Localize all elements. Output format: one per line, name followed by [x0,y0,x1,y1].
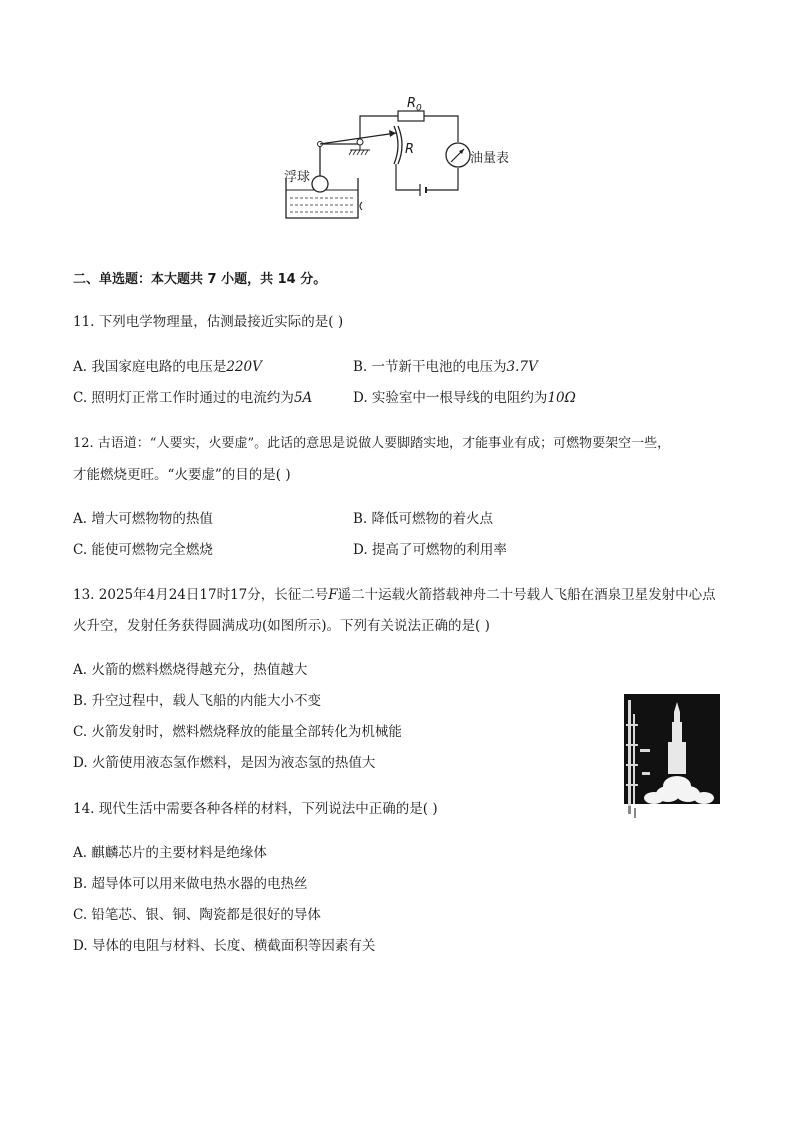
variable-resistor [394,126,398,164]
q11-option-c [73,386,312,406]
q11-option-a [73,355,262,375]
q11-c-text: C. 照明灯正常工作时通过的电流约为 [73,390,294,406]
q11-stem: 11. 下列电学物理量，估测最接近实际的是( ) [73,314,344,330]
q13-option-b: B. 升空过程中，载人飞船的内能大小不变 [73,693,322,709]
r0-label [407,96,422,114]
q11-b-text: B. 一节新干电池的电压为 [353,359,507,375]
q14-option-b: B. 超导体可以用来做电热水器的电热丝 [73,876,308,892]
q11-b-value: 3.7V [506,359,538,375]
q13-option-d: D. 火箭使用液态氢作燃料，是因为液态氢的热值大 [73,755,376,771]
q12-option-d: D. 提高了可燃物的利用率 [353,542,507,558]
q12-stem-line2: 才能燃烧更旺。“火要虚”的目的是( ) [73,467,291,483]
q13-line1-f: F [328,587,338,603]
q11-a-text: A. 我国家庭电路的电压是 [73,359,227,375]
r-label: R [405,142,415,157]
float-label: 浮球 [284,170,311,185]
rocket-launch-photo [624,694,720,826]
q13-line1-pre: 13. 2025年4月24日17时17分，长征二号 [73,587,329,603]
q13-option-a: A. 火箭的燃料燃烧得越充分，热值越大 [73,662,308,678]
q14-option-a: A. 麒麟芯片的主要材料是绝缘体 [73,845,267,861]
q13-option-c: C. 火箭发射时，燃料燃烧释放的能量全部转化为机械能 [73,724,402,740]
q12-stem-line1: 12. 古语道：“人要实，火要虚”。此话的意思是说做人要脚踏实地，才能事业有成；可燃物要架空一些， [73,436,671,451]
q11-option-d [353,386,576,406]
q13-stem-line1 [73,583,716,603]
q11-d-text: D. 实验室中一根导线的电阻约为 [353,390,548,406]
section-header: 二、单选题：本大题共 7 小题，共 14 分。 [73,272,327,287]
float-ball [312,176,328,192]
q12-option-c: C. 能使可燃物完全燃烧 [73,542,213,558]
q14-option-d: D. 导体的电阻与材料、长度、横截面积等因素有关 [73,938,376,954]
meter-label: 油量表 [470,151,510,166]
q11-option-b [353,355,538,375]
q14-stem: 14. 现代生活中需要各种各样的材料，下列说法中正确的是( ) [73,801,438,817]
q11-d-value: 10Ω [547,390,576,406]
q13-line1-post: 遥二十运载火箭搭载神舟二十号载人飞船在酒泉卫星发射中心点 [337,587,716,603]
r0-subscript: 0 [416,103,422,114]
q13-stem-line2: 火升空，发射任务获得圆满成功(如图所示)。下列有关说法正确的是( ) [73,618,490,634]
q12-option-a: A. 增大可燃物物的热值 [73,511,213,527]
q11-a-value: 220V [226,359,262,375]
q12-option-b: B. 降低可燃物的着火点 [353,511,494,527]
r0-letter: R [407,96,417,111]
q11-c-value: 5A [293,390,313,406]
q14-option-c: C. 铅笔芯、银、铜、陶瓷都是很好的导体 [73,907,321,923]
